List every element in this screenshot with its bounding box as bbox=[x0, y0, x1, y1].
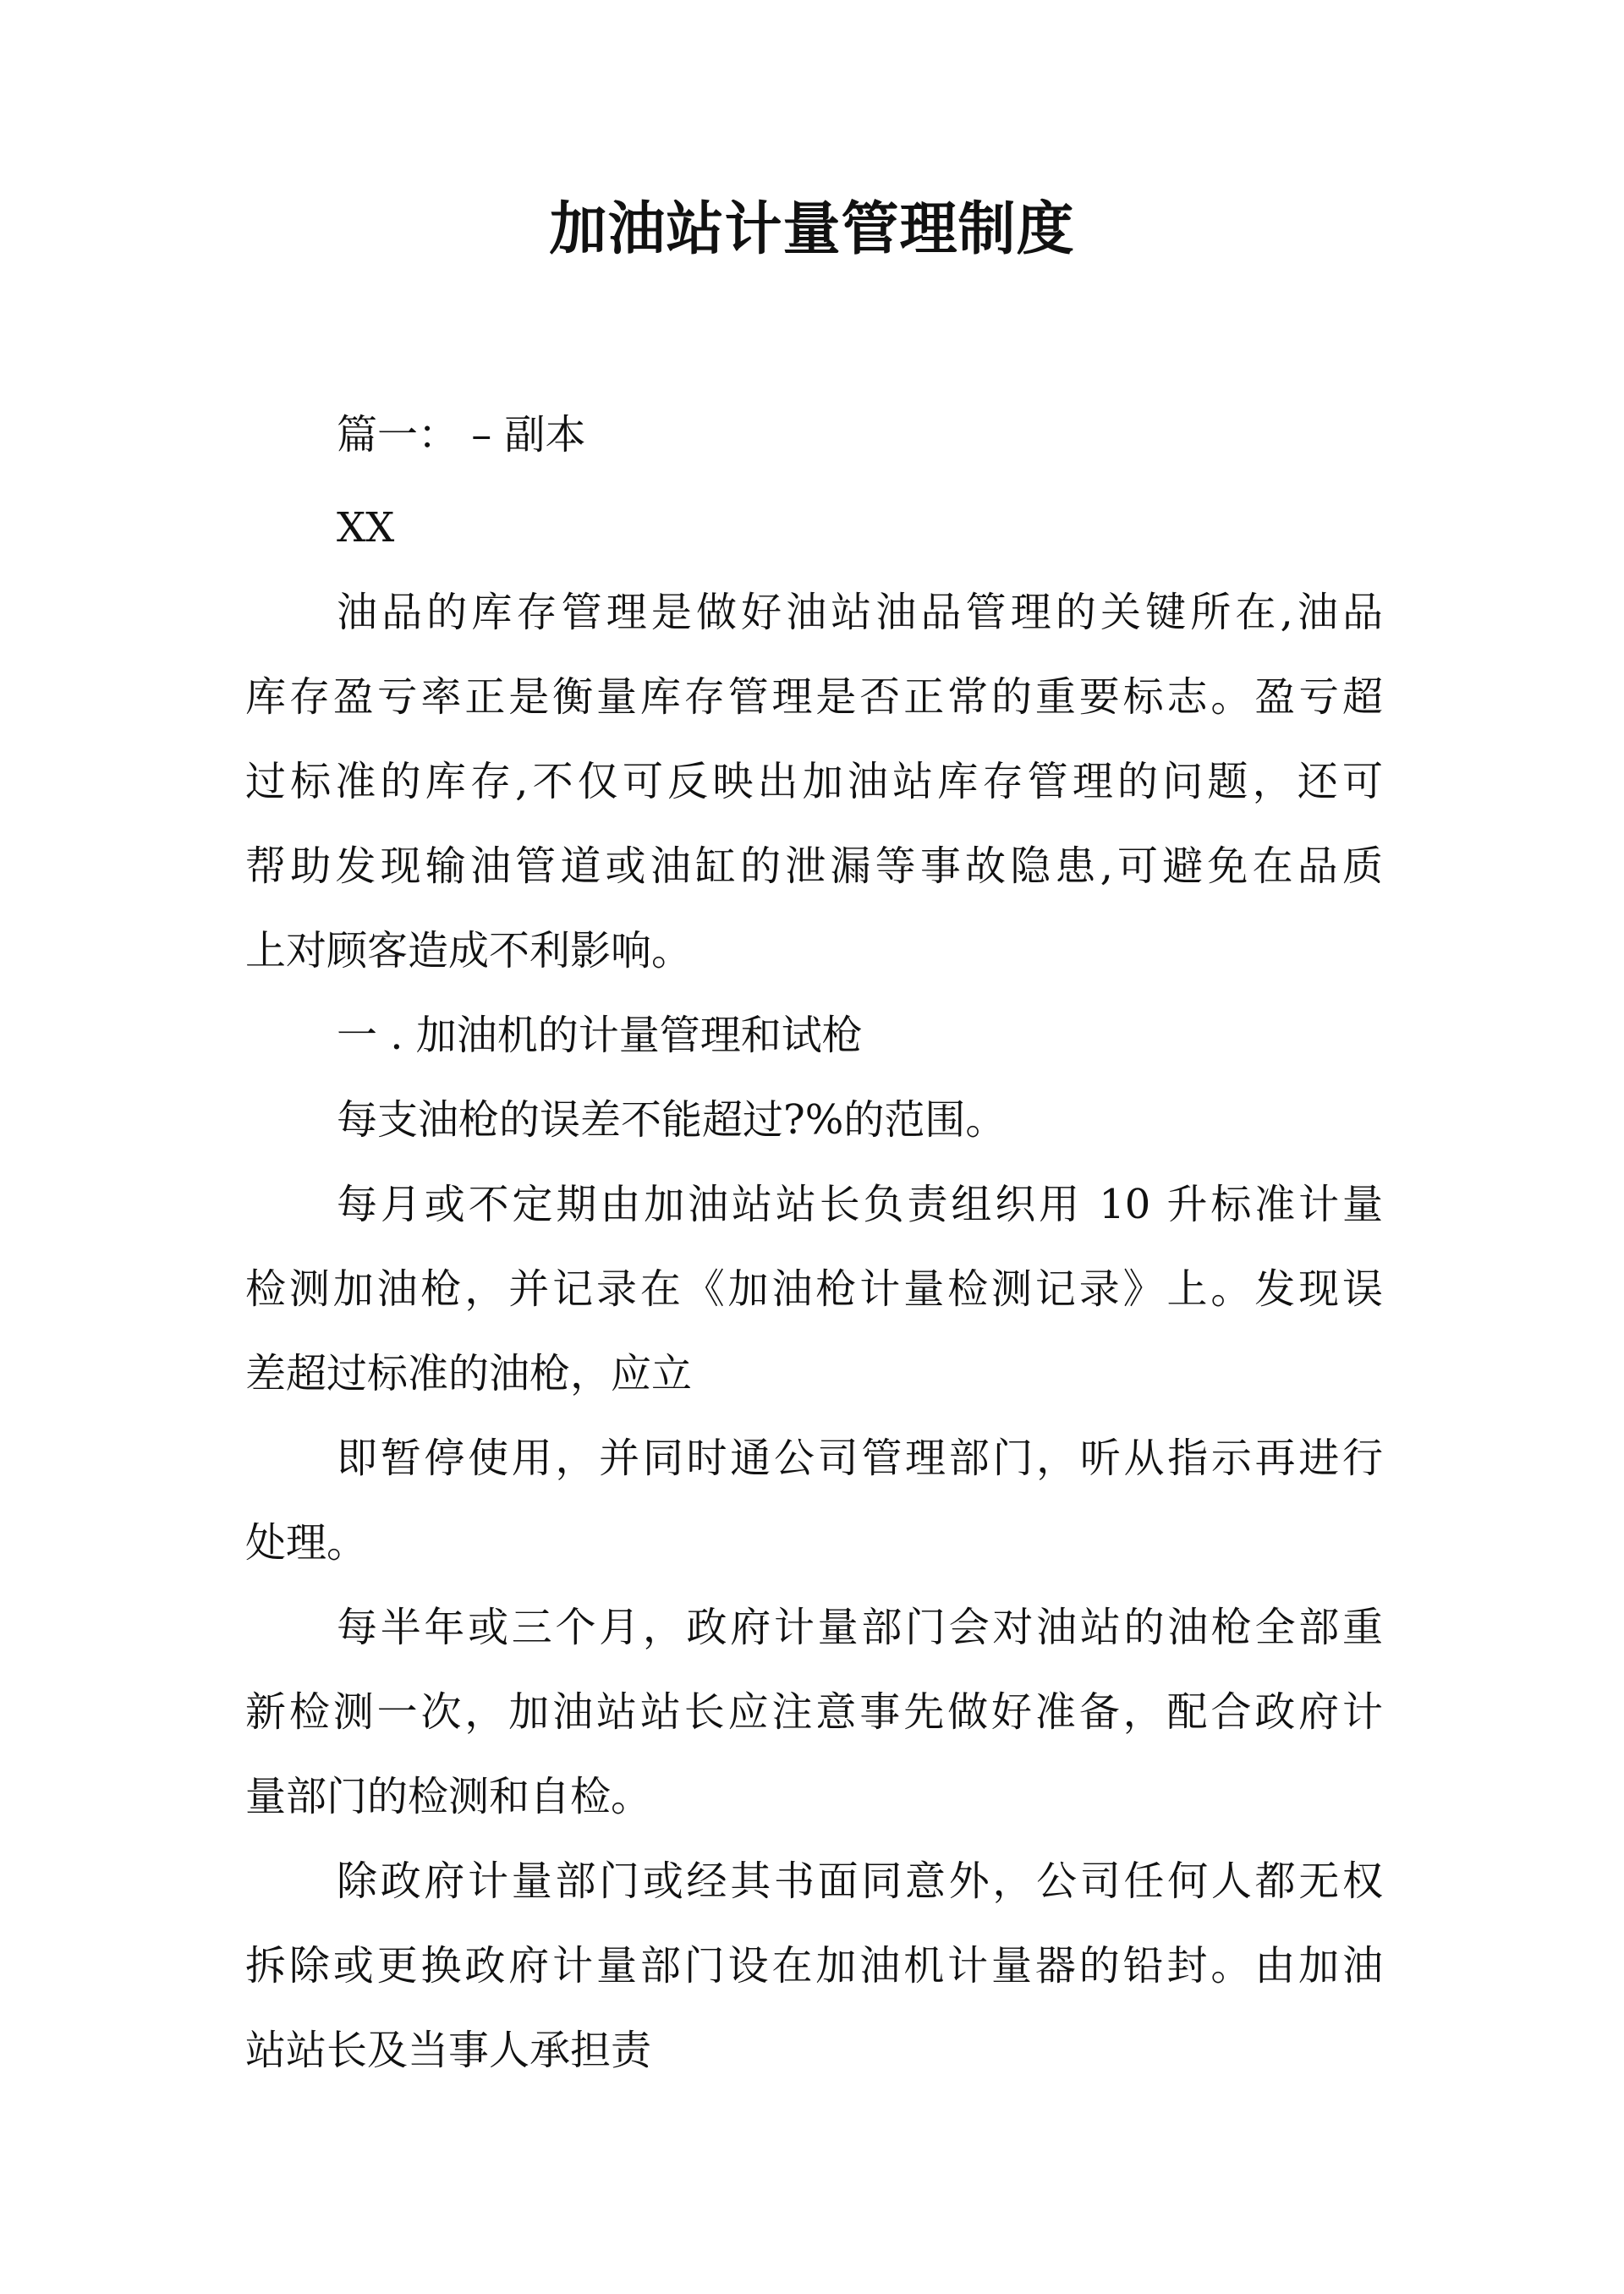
paragraph-line: 油品的库存管理是做好油站油品管理的关键所在,油品 bbox=[337, 589, 1383, 636]
paragraph-line: 每支油枪的误差不能超过?%的范围。 bbox=[337, 1096, 1007, 1144]
paragraph-line: 站站长及当事人承担责 bbox=[245, 2027, 652, 2074]
paragraph-line: 差超过标准的油枪，应立 bbox=[245, 1350, 693, 1397]
document-body bbox=[245, 0, 1383, 2294]
paragraph-line: 过标准的库存,不仅可反映出加油站库存管理的问题，还可 bbox=[245, 758, 1383, 805]
paragraph-line: 每半年或三个月，政府计量部门会对油站的油枪全部重 bbox=[337, 1604, 1383, 1651]
paragraph-line: 库存盈亏率正是衡量库存管理是否正常的重要标志。盈亏超 bbox=[245, 673, 1383, 721]
paragraph-line: 上对顾客造成不利影响。 bbox=[245, 927, 693, 974]
paragraph-line: 除政府计量部门或经其书面同意外，公司任何人都无权 bbox=[337, 1858, 1383, 1905]
paragraph-line: 处理。 bbox=[245, 1519, 368, 1567]
paragraph-line: 每月或不定期由加油站站长负责组织用 10 升标准计量 bbox=[337, 1181, 1383, 1228]
paragraph-line: 帮助发现输油管道或油缸的泄漏等事故隐患,可避免在品质 bbox=[245, 842, 1383, 890]
paragraph-line: 新检测一次，加油站站长应注意事先做好准备，配合政府计 bbox=[245, 1688, 1383, 1736]
document-title: 加油站计量管理制度 bbox=[549, 196, 1075, 263]
paragraph-line: 检测加油枪，并记录在《加油枪计量检测记录》上。发现误 bbox=[245, 1265, 1383, 1313]
paragraph-line: 量部门的检测和自检。 bbox=[245, 1773, 652, 1820]
paragraph-line: XX bbox=[337, 504, 395, 552]
subsection-heading: 一 . 加油机的计量管理和试枪 bbox=[337, 1012, 863, 1059]
paragraph-line: 即暂停使用，并同时通公司管理部门，听从指示再进行 bbox=[337, 1435, 1383, 1482]
paragraph-line: 拆除或更换政府计量部门设在加油机计量器的铅封。由加油 bbox=[245, 1942, 1383, 1989]
section-heading: 篇一： – 副本 bbox=[337, 411, 586, 458]
